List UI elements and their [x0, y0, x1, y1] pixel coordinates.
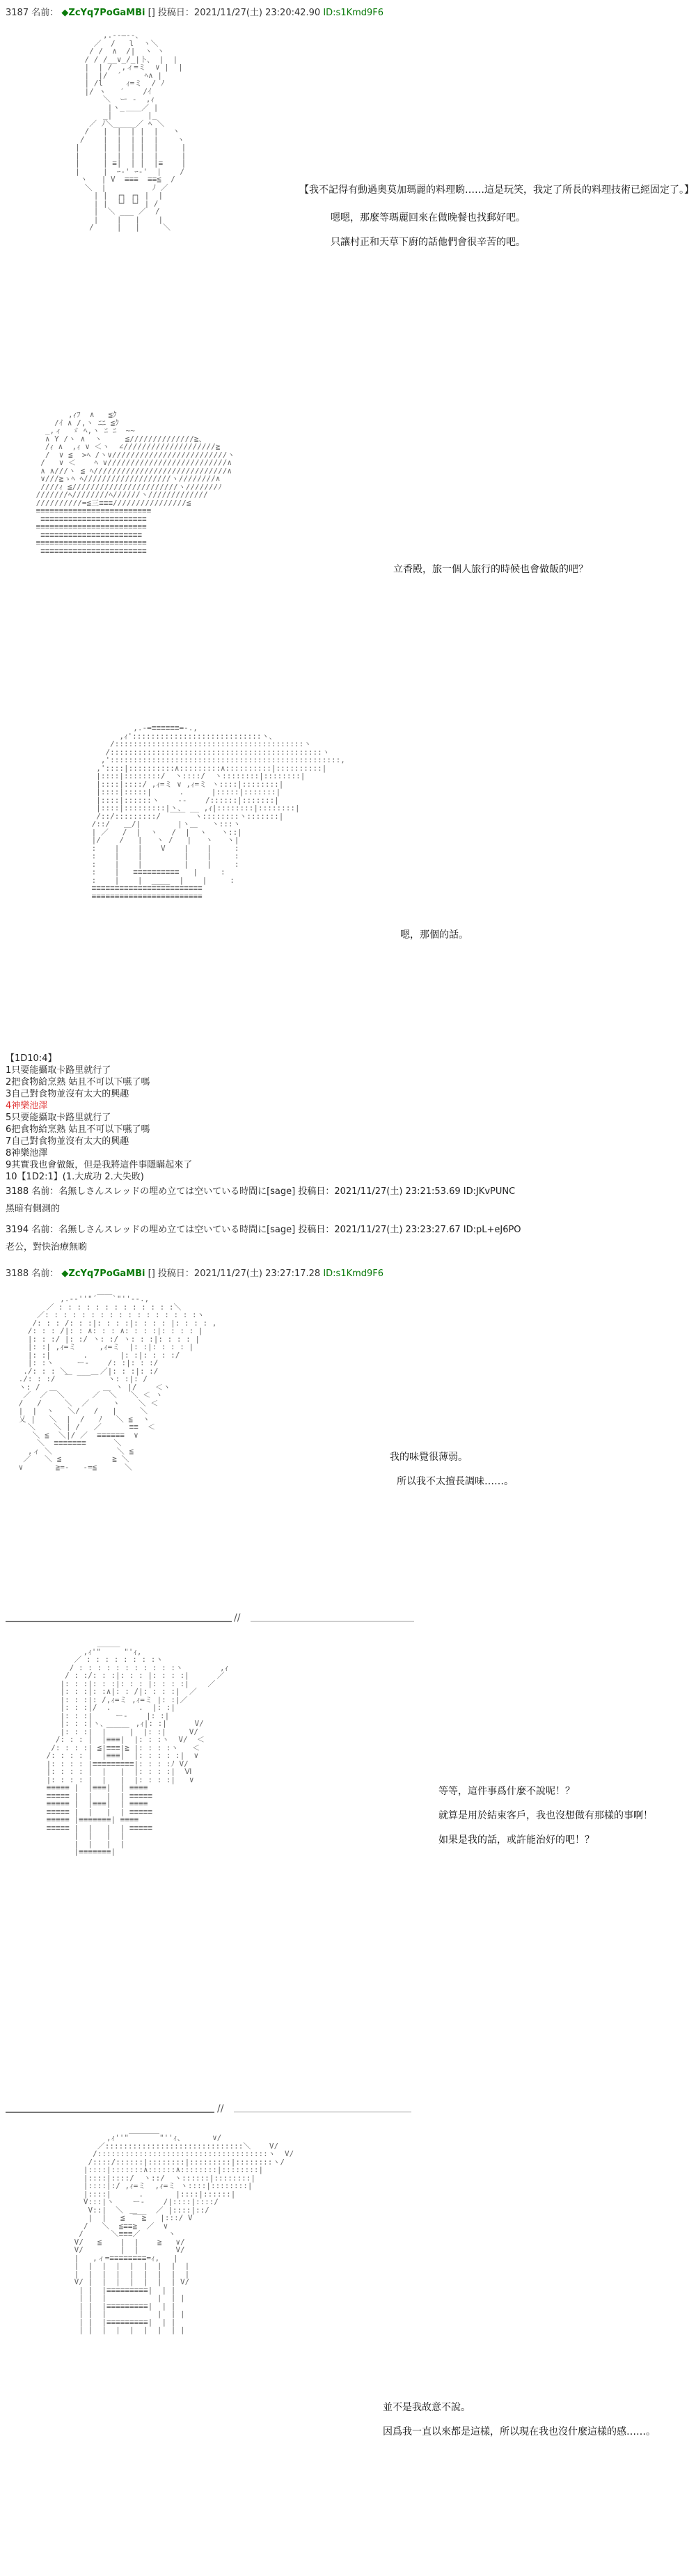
- ascii-art-character: ,ｨ''"￣￣￣￣"''ｨ、 ∨/ ／::::::::::::::::::::::::::::::＼ V/ /:::::::::::::::::::::::::::::::::::::ヽ V/ /::::/::::::|::::::::|:::::::::|::::::::ヽ/ |::::|:::::::∧::::::∧::::::::|::::::::| |::::|::::/ ヽ::/ ヽ::::::|::::::::| |::::|:/ ,ｨ=ミ ,ｨ=ミ ヽ::::|::::::::| |::::| . |::::|::::::| V:::|ヽ ー‐ /|::::|::::/ V::| ＼ ___ ／ |::::|::/ | | ≦ ￣ ≧ |:::/ V / ＼ ≦≡≡≧ ／ ∨ / ＼≡≡≡／ ヽ V/ ≦ | | ≧ ∨/ V/ | | V/ | ,ィ=≡≡≡≡≡≡≡≡=ｨ, | | | | | | | | | | | | | | | | | | | V/ | | | | | | | V/ | | |≡≡≡≡≡≡≡≡≡| | | | | | | | | | | |≡≡≡≡≡≡≡≡≡| | | | | | | | | | | |≡≡≡≡≡≡≡≡≡| | | | | | | | | | | |: [74, 2133, 294, 2334]
- poster-id[interactable]: ID:s1Kmd9F6: [323, 1269, 384, 1279]
- post-date: [] 投稿日：2021/11/27(土) 23:20:42.90: [148, 8, 321, 18]
- poster-id[interactable]: ID:s1Kmd9F6: [323, 8, 384, 18]
- vote-item: 6把食物給烹熟 姑且不可以下嚥了嗎: [6, 1124, 150, 1135]
- reply-header: 3188 名前：名無しさんスレッドの埋め立ては空いている時間に[sage] 投稿日：2021/11/27(土) 23:21:53.69 ID:JKvPUNC: [6, 1186, 516, 1197]
- vote-item: 9其實我也會做飯，但是我將這件事隱瞞起來了: [6, 1160, 193, 1170]
- vote-item: 1只要能攝取卡路里就行了: [6, 1065, 111, 1076]
- post-date: [] 投稿日：2021/11/27(土) 23:27:17.28: [148, 1269, 321, 1279]
- dialogue-line: 等等，這件事爲什麼不說呢！？: [438, 1786, 575, 1797]
- vote-item: 8神樂池澤: [6, 1148, 48, 1159]
- poster-trip[interactable]: ◆ZcYq7PoGaMBi: [61, 1269, 145, 1279]
- ascii-art-character: ,.-‐―‐-、 ／ / l ヽ＼ / / ∧ /| ヽ ヽ / / /__∨_/_|ト、 | | | | / ,ィ=ミ ∨ | | | |/ ´ ﾍ∧ | | /l ｨ=ミ / ﾉ |/ ヽ ′ /ｲ ＼ ー ‐ ,ｨ |ヽ_ ＿／ | _| ￣ |_ ／ ﾉ＼_____／ ﾍ ＼ / | | | | | ヽ / | | | | | ヽ | | | | | | | | | | | | | | | | ≡| | | |≡ | | | ｰ-' ｰ-' | / ヽ | V ≡≡≡ ≡≡≦ / ＼ | ﾉ ／ | | ┌┐ ┌┐ | | | | └┘ └┘ | / | ＼ ___ ／ / | | | | / | | ＼: [75, 31, 187, 232]
- dialogue-line: 並不是我故意不說。: [383, 2402, 470, 2413]
- poster-trip[interactable]: ◆ZcYq7PoGaMBi: [61, 8, 145, 18]
- vote-item: 5只要能攝取卡路里就行了: [6, 1113, 111, 1123]
- vote-item: 10【1D2:1】(1.大成功 2.大失敗): [6, 1172, 144, 1182]
- vote-title: 【1D10:4】: [6, 1053, 57, 1064]
- ascii-art-character: ,.-‐''"´￣￣`"''‐-., ／ : : : : : : : : : : : : :＼ ／: : : : : : : : : : : : : : : : :ヽ /: : : /: : :|: : : :|: : : : |: : : : , /: : : /|: : ∧: : : ∧: : : :|: : : : | |: : :/ |: :/ ヽ: :/ ヽ: : :|: : : : | |: :| ,ｨ=ミ ,ｨ=ミ |: :|: : : : | |: :| . |: :|: : : :/ |: :ヽ ー‐ /: :|: : :/ ./: : : ＼ ___ ／|: : :|: :/ ./: : :/ ￣ ￣ ヽ: :|: / ヽ: / ＿ ＿ ヽ |/ ＜ヽ ／ ／ ＼ ／ ＼ ＼ ＜ ヽ / / ＼ ／ ヽ ＼ ＜ | | ヽ ＼/ / | ＼ 乂 | ＼ | / ﾉ ＼ ≦ ヽ ＼ ＼ | / ／ ≡≡ ＜ ＼ ≦ ＼|/ ／ ≡≡≡≡≡≡ ∨ ＼ ≡≡≡≡≡≡≡ ＼ ,ィ ＼ ＼ ≦ ／ ＼ ≦ ≧ ＼ ∨ ≧=- -=≦ ＼: [18, 1294, 217, 1472]
- dice-vote-list: [6, 1053, 192, 1183]
- reply-body: 黑暗有側測的: [6, 1204, 61, 1214]
- reply-body: 老公，對快治療無喲: [6, 1242, 88, 1252]
- ascii-art-character: ＿＿＿ ,ｨ'" "'ｨ, ／ : : : : : : : :ヽ / : : : : : : : : : : :ヽ ,ｨ / : :/: : :|: : : |: : : :| ／ |: : :|: : :|: : : |: : : :| ／ |: : :|: :∧|: : /|: : : :| ／ |: : :|: /,ｨ=ミ ,ｨ=ミ |: :|／ |: : :|/ . . |: :| |: : :| ー‐ |: :| |: : :|ヽ、 ,ｨ|: :| V/ |: : :| |￣￣￣| |: :| V/ /: : : | |≡≡≡| |: : :ヽ V/ ＜ /: : : :| ≦|≡≡≡|≧ |: : : :ヽ ＜ /: : : : | |≡≡≡| |: : : : :| ∨ |: : : : |≡≡≡≡≡≡≡≡≡|: : : :ﾉ V/ |: : : : | | | |: : : :| Ⅵ |: : : : | | | |: : : :| ∨ ≡≡≡≡≡ | |≡≡≡| | ≡≡≡≡ ≡≡≡≡≡ | | | | ≡≡≡≡≡ ≡≡≡≡≡ | |≡≡≡| | ≡≡≡≡ ≡≡≡≡≡ | | | | ≡≡≡≡≡ ≡≡≡≡≡ |≡≡≡≡≡≡≡| ≡≡≡≡ ≡≡≡≡≡ | | | | ≡≡≡≡≡ | | | | | | | | |≡≡≡≡≡≡≡|: [46, 1639, 229, 1856]
- ascii-art-character: ,.-=≡≡≡≡≡≡=-., ,ｨ'::::::::::::::::::::::::::::ヽ、 /:::::::::::::::::::::::::::::::::::::::::ヽ /::::::::::::::::::::::::::::::::::::::::::::::ヽ ,'::::::::::::::::::::::::::::::::::::::::::::::::::, ,'::::|::::::::::∧:::::::::∧::::::::::|::::::::::| |::::|::::::::/ ヽ::::/ ヽ::::::::|::::::::| |::::|::::/ ,ｨ=ミ ∨ ,ｨ=ミ ヽ::::|::::::::| |::::|:::::| . |:::::|:::::::| |::::|::::::ヽ ‐‐ /::::::|:::::::| |::::|:::::::::|ヽ、 __ ,ｨ|::::::::|::::::::| /::/:::::::::/ ￣￣ ヽ::::::::ヽ:::::::| /::/ ＿/| |ヽ＿ ヽ:::ヽ | ／ / | ヽ / | ヽ ヽ::| |/ / | ヽ / | ヽ ヽ| : | | V | | : : | | | | : : | | | | : : | ≡≡≡≡≡≡≡≡≡≡ | : : | | ____ | | : ≡≡≡≡≡≡≡≡≡≡≡≡≡≡≡≡≡≡≡≡≡≡≡≡ ≡≡≡≡≡≡≡≡≡≡≡≡≡≡≡≡≡≡≡≡≡≡≡≡: [91, 723, 345, 901]
- ascii-art-character: ,ｨﾌ ∧ ≦ｸ /ｲ ∧ /,ヽ ﾆﾆ ≦ｸ _,ィ ゞ ﾍ,ヽ ﾆ ﾆ ~~ ∧ Y /ヽ ∧ ヽ ≦//////////////≧、 /ｨ ∧ ,ｨ ∨ ＜ヽ ∠////////////////////≧ / ∨ ≦ >ﾍ /ヽ∨/////////////////////////ヽ / ∨ ＜ ﾍ ∨//////////////////////////∧ ∧ ∧///ヽ ≦ ﾍ/////////////////////////////∧ ∨///≧ゝﾍ ﾍ///////////////////ヽ////////∧ ////ｨ ≦///////////////////////ヽ///////ﾉ ///////ﾍ////////ﾍ//////ヽ///////////// //////////=≦三≡≡≡////////////////≦ ≡≡≡≡≡≡≡≡≡≡≡≡≡≡≡≡≡≡≡≡≡≡≡≡≡ ≡≡≡≡≡≡≡≡≡≡≡≡≡≡≡≡≡≡≡≡≡≡≡ ≡≡≡≡≡≡≡≡≡≡≡≡≡≡≡≡≡≡≡≡≡≡≡≡ ≡≡≡≡≡≡≡≡≡≡≡≡≡≡≡≡≡≡≡≡≡≡ ≡≡≡≡≡≡≡≡≡≡≡≡≡≡≡≡≡≡≡≡≡≡≡≡ ≡≡≡≡≡≡≡≡≡≡≡≡≡≡≡≡≡≡≡≡≡≡≡: [35, 410, 235, 556]
- name-label: 名前：: [31, 8, 59, 18]
- vote-item: 7自己對食物並沒有太大的興趣: [6, 1136, 129, 1147]
- dialogue-line: 立香殿，旅一個人旅行的時候也會做飯的吧？: [393, 564, 588, 575]
- dialogue-line: 只讓村正和天草下廚的話他們會很辛苦的吧。: [331, 237, 525, 248]
- vote-item: 2把食物給烹熟 姑且不可以下嚥了嗎: [6, 1077, 150, 1087]
- reply-header: 3194 名前：名無しさんスレッドの埋め立ては空いている時間に[sage] 投稿日：2021/11/27(土) 23:23:27.67 ID:pL+eJ6PO: [6, 1225, 521, 1235]
- vote-item: 3自己對食物並沒有太大的興趣: [6, 1089, 129, 1099]
- post-header-2: [6, 1266, 383, 1279]
- divider-slash: //: [217, 2103, 224, 2114]
- divider-slash: //: [234, 1612, 241, 1624]
- dialogue-line: 因爲我一直以來都是這樣，所以現在我也沒什麼這樣的感……。: [383, 2426, 656, 2437]
- dialogue-line: 嗯嗯，那麼等瑪麗回來在做晚餐也找郵好吧。: [331, 212, 525, 223]
- scene-divider: [6, 1621, 232, 1622]
- post-header-1: [6, 5, 383, 18]
- dialogue-line: 我的味覺很薄弱。: [390, 1452, 468, 1463]
- dialogue-line: 就算是用於結束客戶，我也沒想做有那樣的事啊！: [438, 1810, 653, 1821]
- scene-divider: [6, 2112, 214, 2113]
- dialogue-line: 嗯，那個的話。: [400, 929, 468, 941]
- dialogue-line: 所以我不太擅長調味……。: [397, 1476, 514, 1487]
- dialogue-line: 【我不記得有動過奧莫加瑪麗的料理喲……這是玩笑，我定了所長的料理技術已經固定了。】: [299, 184, 694, 196]
- vote-item-selected: 4神樂池澤: [6, 1101, 48, 1111]
- dialogue-line: 如果是我的話，或許能治好的吧！？: [438, 1835, 594, 1846]
- post-number: 3187: [6, 8, 29, 18]
- name-label: 名前：: [31, 1269, 59, 1279]
- post-number: 3188: [6, 1269, 29, 1279]
